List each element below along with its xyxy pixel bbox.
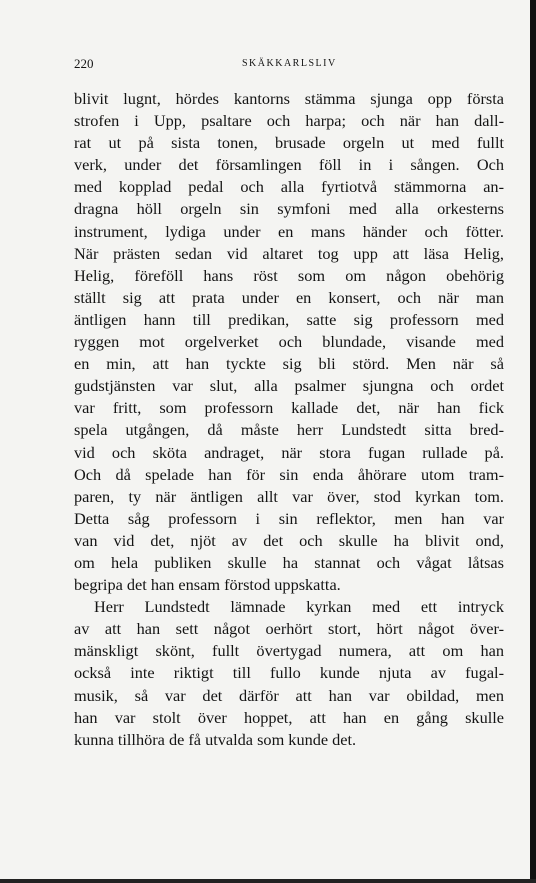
paragraph: [74, 596, 504, 751]
text-line: När prästen sedan vid altaret tog upp att läsa Helig,: [74, 243, 504, 263]
text-line: en min, att han tyckte sig bli störd. Men när så: [74, 354, 504, 374]
text-line: med kopplad pedal och alla fyrtiotvå stämmorna an-: [74, 177, 504, 197]
text-line: också inte riktigt till fullo kunde njuta av fugal-: [74, 663, 504, 683]
running-title: SKÄKKARLSLIV: [242, 58, 337, 69]
text-line: av att han sett något oerhört stort, hört något över-: [74, 619, 504, 639]
text-line: instrument, lydiga under en mans händer och fötter.: [74, 221, 504, 241]
text-line: spela utgången, då måste herr Lundstedt sitta bred-: [74, 420, 504, 440]
page-edge-right: [530, 0, 536, 883]
text-line: Herr Lundstedt lämnade kyrkan med ett intryck: [94, 597, 504, 617]
text-line: Detta såg professorn i sin reflektor, men han var: [74, 508, 504, 528]
text-line: han var stolt över hoppet, att han en gång skulle: [74, 707, 504, 727]
text-line: rat ut på sista tonen, brusade orgeln ut med fullt: [74, 133, 504, 153]
text-line: strofen i Upp, psaltare och harpa; och när han dall-: [74, 111, 504, 131]
text-line: begripa det han ensam förstod uppskatta.: [74, 575, 341, 595]
text-line: vid och sköta andraget, när stora fugan rullade på.: [74, 442, 504, 462]
text-line: blivit lugnt, hördes kantorns stämma sjunga opp första: [74, 89, 504, 108]
text-line: mänskligt skönt, fullt övertygad numera, att om han: [74, 641, 504, 661]
page-number: 220: [74, 56, 94, 71]
text-line: Helig, föreföll hans röst som om någon obehörig: [74, 265, 504, 285]
paragraph: [74, 88, 504, 596]
text-line: paren, ty när äntligen allt var över, stod kyrkan tom.: [74, 486, 504, 506]
text-line: Och då spelade han för sin enda åhörare utom tram-: [74, 464, 504, 484]
text-line: gudstjänsten var slut, alla psalmer sjungna och ordet: [74, 376, 504, 396]
text-line: dragna höll orgeln sin symfoni med alla orkesterns: [74, 199, 504, 219]
text-line: om hela publiken skulle ha stannat och vågat låtsas: [74, 552, 504, 572]
text-line: ställt sig att prata under en konsert, och när man: [74, 287, 504, 307]
text-line: musik, så var det därför att han var obildad, men: [74, 685, 504, 705]
text-line: var fritt, som professorn kallade det, när han fick: [74, 398, 504, 418]
body-text: [74, 88, 504, 751]
text-line: verk, under det församlingen föll in i sången. Och: [74, 155, 504, 175]
text-line: van vid det, njöt av det och skulle ha blivit ond,: [74, 530, 504, 550]
text-line: ryggen mot orgelverket och blundade, visande med: [74, 332, 504, 352]
text-line: äntligen hann till predikan, satte sig professorn med: [74, 309, 504, 329]
page-edge-bottom: [0, 879, 536, 883]
page-header: [74, 56, 504, 76]
text-line: kunna tillhöra de få utvalda som kunde det.: [74, 729, 357, 749]
